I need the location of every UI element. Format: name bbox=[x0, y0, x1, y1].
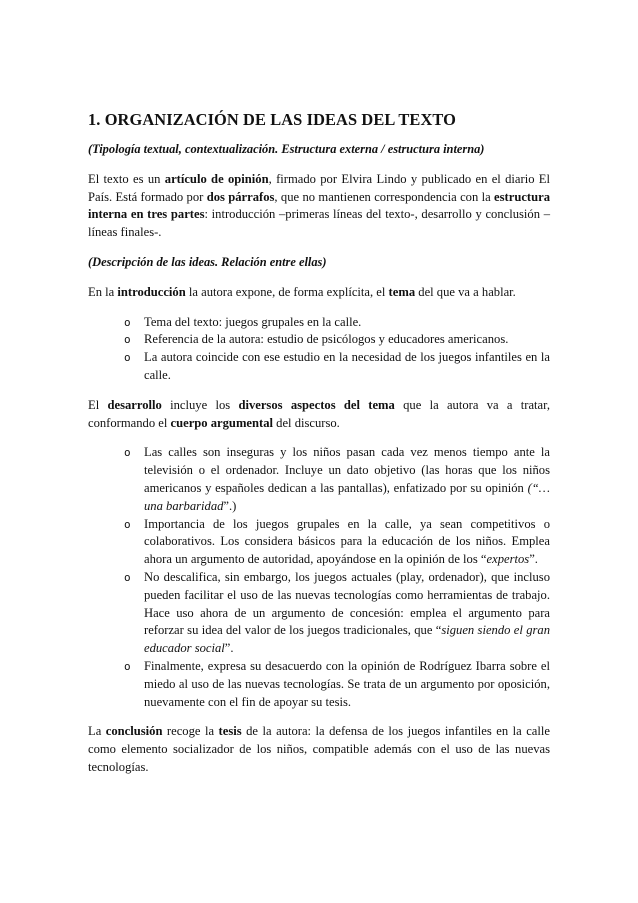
paragraph-introduction: En la introducción la autora expone, de forma explícita, el tema del que va a hablar. bbox=[88, 284, 516, 299]
section-title: 1. ORGANIZACIÓN DE LAS IDEAS DEL TEXTO bbox=[88, 110, 456, 129]
list-item: o No descalifica, sin embargo, los juegos actuales (play, ordenador), que incluso pueden facilitar el uso de las nuevas tecnologías como herramientas de trabajo. Hace uso ahora de un argumento de concesión: emplea el argumento para reforzar su idea del valor de los juegos tradicionales, que “siguen siendo el gran educador social”. bbox=[144, 569, 550, 658]
bold-text: estructura interna en tres partes bbox=[88, 189, 550, 222]
paragraph-conclusion: La conclusión recoge la tesis de la autora: la defensa de los juegos infantiles en la calle como elemento socializador de los niños, compatible además con el uso de las nuevas tecnologías. bbox=[88, 724, 550, 774]
bold-text: introducción bbox=[117, 284, 186, 299]
list-item: o Referencia de la autora: estudio de psicólogos y educadores americanos. bbox=[144, 331, 550, 349]
list-item: o Las calles son inseguras y los niños pasan cada vez menos tiempo ante la televisión o el ordenador. Incluye un dato objetivo (las horas que los niños americanos y españoles dedican a las pantallas), enfatizado por su opinión (“…una barbaridad”.) bbox=[144, 444, 550, 515]
subtitle-description: (Descripción de las ideas. Relación entre ellas) bbox=[88, 254, 327, 269]
quote-text: siguen siendo el gran educador social bbox=[144, 623, 550, 656]
list-item: o La autora coincide con ese estudio en la necesidad de los juegos infantiles en la calle. bbox=[144, 349, 550, 385]
bold-text: desarrollo bbox=[107, 397, 162, 412]
intro-list bbox=[88, 314, 550, 385]
list-item: o Tema del texto: juegos grupales en la calle. bbox=[144, 314, 550, 332]
bold-text: conclusión bbox=[105, 724, 163, 739]
bold-text: cuerpo argumental bbox=[170, 415, 274, 430]
document-page bbox=[88, 110, 550, 789]
bold-text: tesis bbox=[218, 724, 242, 739]
list-item: o Importancia de los juegos grupales en la calle, ya sean competitivos o colaborativos. Los considera básicos para la educación de los niños. Emplea ahora un argumento de autoridad, apoyándose en la opinión de los “expertos”. bbox=[144, 516, 550, 569]
bold-text: tema bbox=[388, 284, 416, 299]
bold-text: artículo de opinión bbox=[164, 171, 269, 186]
development-list bbox=[88, 444, 550, 711]
bold-text: dos párrafos bbox=[206, 189, 275, 204]
bold-text: diversos aspectos del tema bbox=[238, 397, 395, 412]
quote-text: expertos bbox=[486, 552, 530, 567]
subtitle-structure: (Tipología textual, contextualización. Estructura externa / estructura interna) bbox=[88, 142, 485, 156]
list-item: o Finalmente, expresa su desacuerdo con la opinión de Rodríguez Ibarra sobre el miedo al uso de las nuevas tecnologías. Se trata de un argumento por oposición, nuevamente con el fin de apoyar su tesis. bbox=[144, 658, 550, 711]
paragraph-development: El desarrollo incluye los diversos aspectos del tema que la autora va a tratar, conformando el cuerpo argumental del discurso. bbox=[88, 397, 550, 430]
quote-text: …una barbaridad bbox=[144, 480, 550, 513]
paragraph-structure: El texto es un artículo de opinión, firmado por Elvira Lindo y publicado en el diario El País. Está formado por dos párrafos, que no mantienen correspondencia con la estructura interna en tres partes: introducción –primeras líneas del texto-, desarrollo y conclusión –líneas finales-. bbox=[88, 171, 551, 240]
